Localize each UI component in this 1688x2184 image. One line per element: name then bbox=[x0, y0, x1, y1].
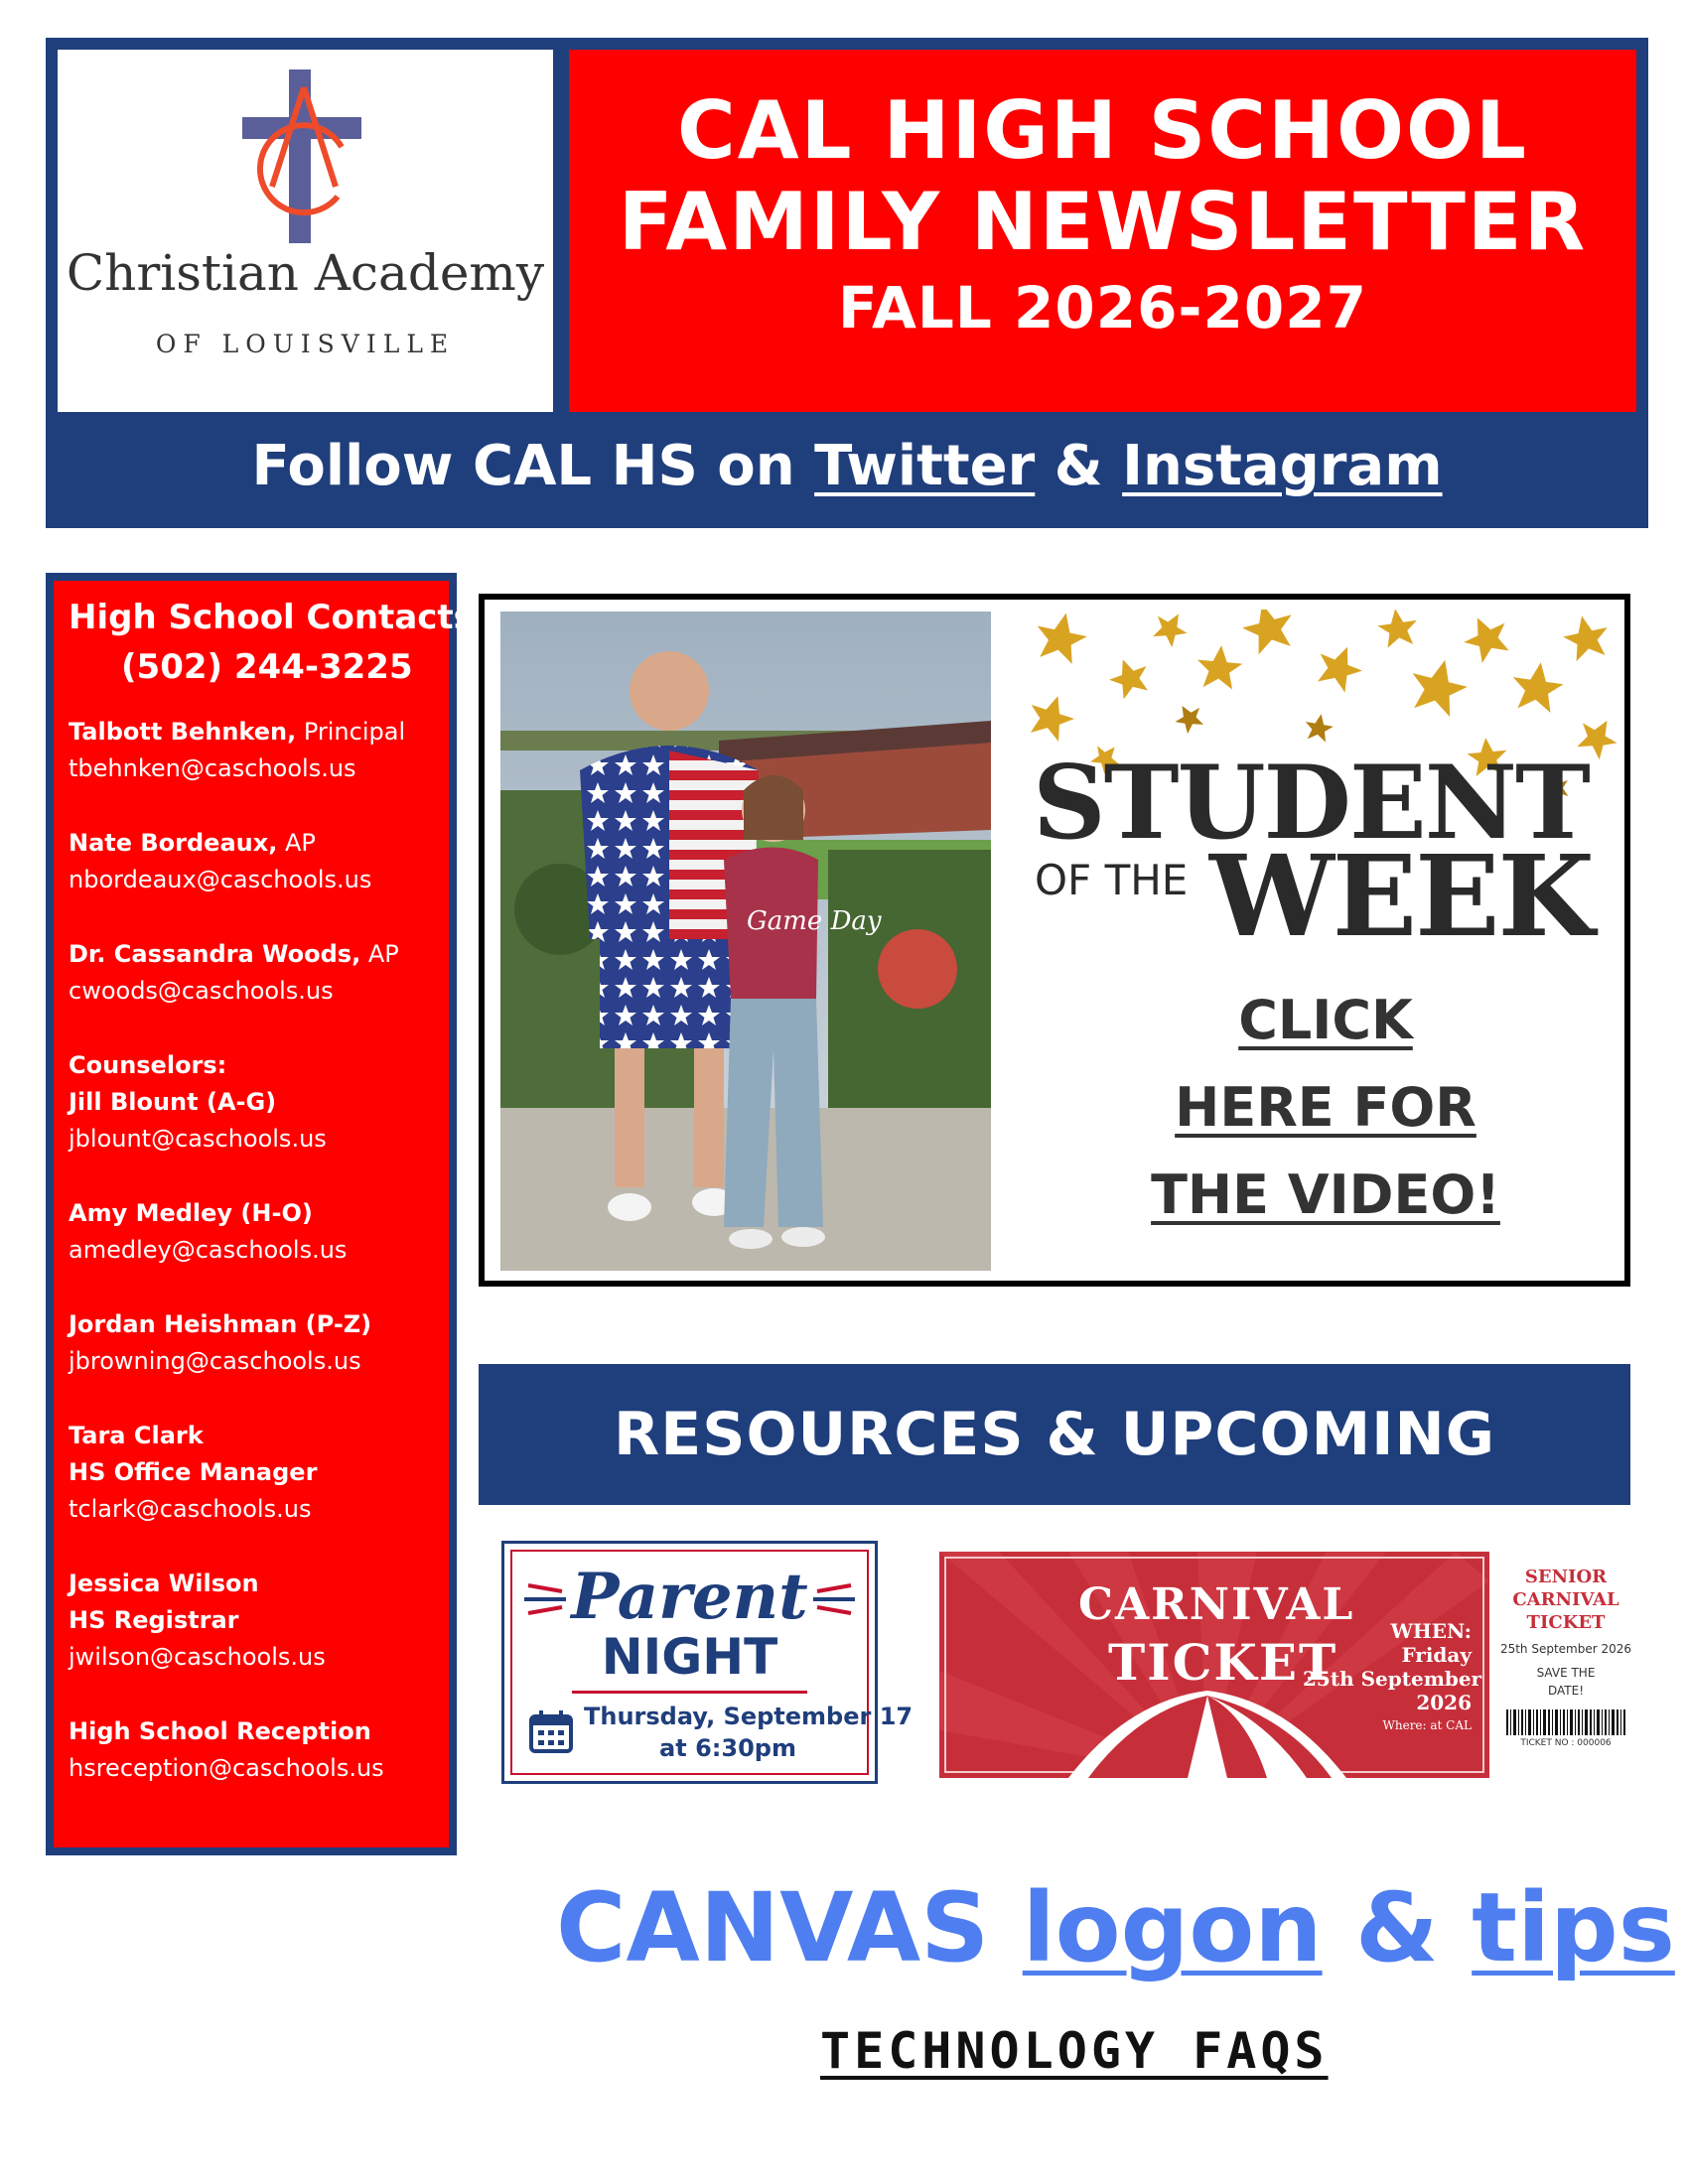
contact-entry bbox=[69, 1418, 439, 1528]
logo-name: Christian Academy bbox=[66, 244, 545, 302]
parent-night-when bbox=[584, 1701, 914, 1764]
contact-email[interactable]: jwilson@caschools.us bbox=[69, 1643, 326, 1671]
logo-subtitle: OF LOUISVILLE bbox=[155, 330, 456, 358]
student-of-week-card[interactable] bbox=[479, 594, 1630, 1287]
contact-role: Principal bbox=[296, 718, 406, 746]
school-logo bbox=[58, 50, 553, 412]
calendar-icon bbox=[528, 1708, 574, 1754]
contacts-sidebar bbox=[46, 573, 474, 1855]
parent-night-flyer[interactable] bbox=[501, 1541, 914, 1784]
title-line-1: CAL HIGH SCHOOL bbox=[677, 84, 1528, 177]
stub-save-line-2: DATE! bbox=[1547, 1684, 1585, 1698]
video-link-block bbox=[1033, 977, 1618, 1239]
shirt-text: Game Day bbox=[747, 906, 882, 936]
carnival-ticket[interactable] bbox=[939, 1552, 1489, 1778]
contact-role: AP bbox=[360, 940, 399, 968]
carnival-where: Where: at CAL bbox=[1382, 1718, 1472, 1732]
cross-logo-icon bbox=[242, 69, 361, 243]
stub-title-line-1: SENIOR bbox=[1524, 1567, 1608, 1587]
ticket-number: TICKET NO : 000006 bbox=[1520, 1738, 1612, 1748]
follow-banner bbox=[46, 427, 1648, 506]
parent-night-title: Parent bbox=[571, 1560, 808, 1634]
parent-night-time: at 6:30pm bbox=[659, 1734, 796, 1762]
video-link-line-1[interactable]: CLICK bbox=[1238, 989, 1413, 1051]
canvas-label: CANVAS bbox=[556, 1872, 990, 1983]
carnival-when-year: 2026 bbox=[1416, 1691, 1472, 1714]
contact-entry bbox=[69, 1713, 439, 1787]
parent-night-subtitle: NIGHT bbox=[601, 1628, 778, 1686]
resources-banner: RESOURCES & UPCOMING bbox=[479, 1364, 1630, 1505]
sotw-week-text: WEEK bbox=[1209, 832, 1593, 962]
contact-entry bbox=[69, 1306, 439, 1380]
contact-name: High School Reception bbox=[69, 1717, 371, 1745]
contact-email[interactable]: nbordeaux@caschools.us bbox=[69, 866, 372, 893]
tech-faqs-link[interactable]: TECHNOLOGY FAQS bbox=[820, 2022, 1329, 2080]
ticket-stub[interactable] bbox=[1491, 1552, 1640, 1778]
carnival-when bbox=[1303, 1619, 1482, 1714]
canvas-amp: & bbox=[1355, 1872, 1439, 1983]
contact-role: HS Registrar bbox=[69, 1606, 239, 1634]
canvas-tips-link[interactable]: tips bbox=[1472, 1872, 1675, 1983]
contact-email[interactable]: jbrowning@caschools.us bbox=[69, 1347, 361, 1375]
newsletter-header bbox=[46, 38, 1648, 528]
contact-name: Jessica Wilson bbox=[69, 1570, 259, 1597]
carnival-when-day: Friday bbox=[1401, 1643, 1472, 1667]
counselors-heading: Counselors: bbox=[69, 1051, 227, 1079]
contact-name: Jordan Heishman (P-Z) bbox=[69, 1310, 372, 1338]
instagram-link[interactable]: Instagram bbox=[1122, 434, 1443, 498]
title-line-3: FALL 2026-2027 bbox=[838, 274, 1367, 341]
contact-email[interactable]: tclark@caschools.us bbox=[69, 1495, 312, 1523]
contacts-title: High School Contacts bbox=[69, 598, 474, 637]
sotw-student-text: STUDENT bbox=[1033, 744, 1589, 863]
twitter-link[interactable]: Twitter bbox=[814, 434, 1036, 498]
video-link-line-3[interactable]: THE VIDEO! bbox=[1151, 1163, 1500, 1226]
newsletter-title-box bbox=[569, 50, 1636, 412]
contact-entry bbox=[69, 1195, 439, 1269]
contacts-phone: (502) 244-3225 bbox=[121, 647, 413, 687]
parent-night-date: Thursday, September 17 bbox=[584, 1703, 914, 1730]
contact-name: Tara Clark bbox=[69, 1422, 204, 1449]
student-of-week-title bbox=[1033, 744, 1618, 977]
contact-entry bbox=[69, 936, 439, 1010]
contact-email[interactable]: hsreception@caschools.us bbox=[69, 1754, 384, 1782]
title-line-2: FAMILY NEWSLETTER bbox=[618, 176, 1588, 268]
contacts-panel bbox=[54, 581, 474, 1847]
contact-entry bbox=[69, 714, 439, 787]
contact-entry bbox=[69, 1047, 439, 1158]
follow-and: & bbox=[1054, 434, 1103, 498]
stub-title-line-3: TICKET bbox=[1526, 1612, 1606, 1633]
carnival-title-2: TICKET bbox=[1108, 1633, 1338, 1692]
tech-faqs bbox=[820, 2019, 1329, 2083]
contact-name: Dr. Cassandra Woods, bbox=[69, 940, 361, 968]
contact-entry bbox=[69, 825, 439, 898]
contact-email[interactable]: tbehnken@caschools.us bbox=[69, 754, 356, 782]
contact-email[interactable]: amedley@caschools.us bbox=[69, 1236, 348, 1264]
stub-save-line-1: SAVE THE bbox=[1536, 1666, 1596, 1680]
contact-email[interactable]: jblount@caschools.us bbox=[69, 1125, 327, 1153]
carnival-when-label: WHEN: bbox=[1390, 1619, 1472, 1643]
contact-name: Talbott Behnken, bbox=[69, 718, 297, 746]
student-photo bbox=[500, 612, 991, 1271]
parent-night-frame bbox=[510, 1550, 914, 1775]
video-link-line-2[interactable]: HERE FOR bbox=[1175, 1076, 1477, 1139]
carnival-title-1: CARNIVAL bbox=[1078, 1579, 1355, 1630]
photo-illustration bbox=[500, 612, 991, 1271]
barcode-icon bbox=[1506, 1709, 1625, 1735]
contact-role: AP bbox=[277, 829, 316, 857]
canvas-logon-link[interactable]: logon bbox=[1022, 1872, 1323, 1983]
follow-prefix: Follow CAL HS on bbox=[251, 434, 795, 498]
contact-entry bbox=[69, 1566, 439, 1676]
contact-email[interactable]: cwoods@caschools.us bbox=[69, 977, 334, 1005]
canvas-links bbox=[556, 1868, 1675, 1987]
carnival-when-date: 25th September bbox=[1303, 1667, 1482, 1691]
stub-save bbox=[1491, 1664, 1640, 1700]
contact-name: Nate Bordeaux, bbox=[69, 829, 278, 857]
stub-title-line-2: CARNIVAL bbox=[1512, 1589, 1619, 1610]
contact-name: Amy Medley (H-O) bbox=[69, 1199, 313, 1227]
stub-title bbox=[1491, 1566, 1640, 1634]
sotw-ofthe-text: OF THE bbox=[1035, 856, 1189, 904]
stub-date: 25th September 2026 bbox=[1499, 1642, 1632, 1656]
parent-night-divider bbox=[572, 1691, 807, 1694]
contact-role: HS Office Manager bbox=[69, 1458, 318, 1486]
contact-name: Jill Blount (A-G) bbox=[69, 1088, 277, 1116]
